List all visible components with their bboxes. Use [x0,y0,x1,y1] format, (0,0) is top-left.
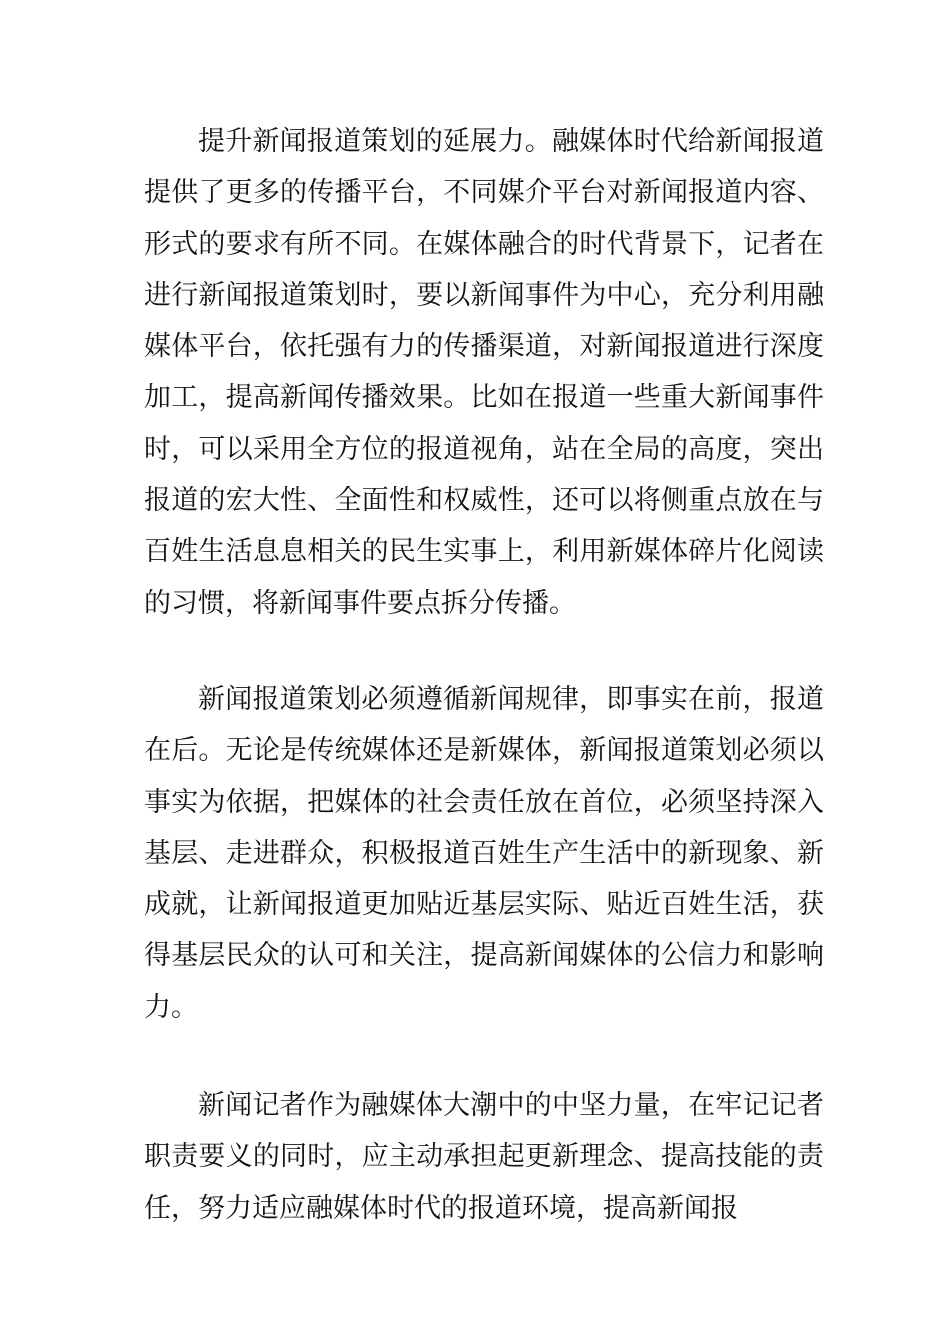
paragraph-extension-planning: 提升新闻报道策划的延展力。融媒体时代给新闻报道提供了更多的传播平台，不同媒介平台对新闻报道内容、形式的要求有所不同。在媒体融合的时代背景下，记者在进行新闻报道策划时，要以新闻事件为中心，充分利用融媒体平台，依托强有力的传播渠道，对新闻报道进行深度加工，提高新闻传播效果。比如在报道一些重大新闻事件时，可以采用全方位的报道视角，站在全局的高度，突出报道的宏大性、全面性和权威性，还可以将侧重点放在与百姓生活息息相关的民生实事上，利用新媒体碎片化阅读的习惯，将新闻事件要点拆分传播。 [144,126,824,619]
paragraph-news-rules: 新闻报道策划必须遵循新闻规律，即事实在前，报道在后。无论是传统媒体还是新媒体，新闻报道策划必须以事实为依据，把媒体的社会责任放在首位，必须坚持深入基层、走进群众，积极报道百姓生产生活中的新现象、新成就，让新闻报道更加贴近基层实际、贴近百姓生活，获得基层民众的认可和关注，提高新闻媒体的公信力和影响力。 [144,684,824,1023]
paragraph-journalist-role: 新闻记者作为融媒体大潮中的中坚力量，在牢记记者职责要义的同时，应主动承担起更新理念、提高技能的责任，努力适应融媒体时代的报道环境，提高新闻报 [144,1090,824,1224]
